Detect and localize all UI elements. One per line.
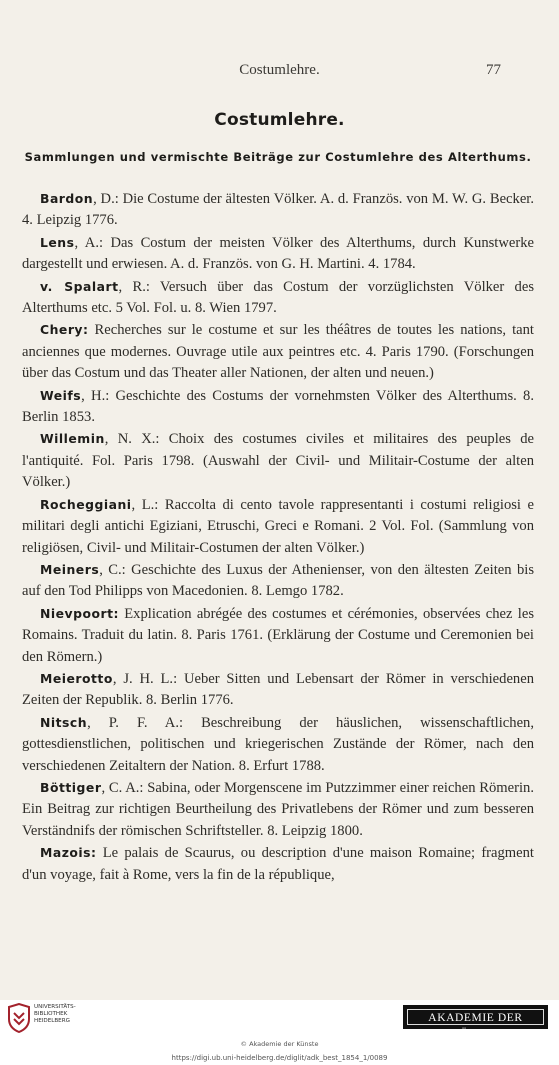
entry-author: Bardon	[40, 191, 94, 206]
entry-author: Willemin	[40, 431, 105, 447]
bibliography-list	[22, 188, 534, 886]
bibliography-entry	[22, 276, 534, 320]
bibliography-entry	[22, 319, 534, 384]
bibliography-entry	[22, 603, 534, 668]
library-logo-line: BIBLIOTHEK	[34, 1011, 68, 1017]
entry-author: Meierotto	[40, 670, 113, 686]
entry-author: Weifs	[40, 387, 82, 403]
source-url[interactable]: https://digi.ub.uni-heidelberg.de/diglit/adk_best_1854_1/0089	[171, 1054, 388, 1062]
bibliography-entry	[22, 712, 534, 777]
entry-text: , L.: Raccolta di cento tavole rappresentanti i costumi religiosi e militari degli antichi Egiziani, Etruschi, Greci e Romani. 2 Vol. Fol. (Sammlung von religiösen, Civil- und Militair-Costumen der alten Völker.)	[22, 496, 534, 556]
entry-author: Nitsch	[40, 714, 88, 730]
university-library-logo-icon[interactable]	[6, 1003, 32, 1033]
copyright-notice: © Akademie der Künste	[240, 1040, 319, 1048]
entry-author: Rocheggiani	[40, 496, 132, 512]
entry-text: , N. X.: Choix des costumes civiles et militaires des peuples de l'antiquité. Fol. Paris 1798. (Auswahl der Civil- und Militair-Costume der alten Völker.)	[22, 431, 534, 491]
section-heading: Sammlungen und vermischte Beiträge zur Costumlehre des Alterthums.	[24, 150, 532, 164]
university-library-label[interactable]	[34, 1004, 76, 1025]
entry-text: , C.: Geschichte des Luxus der Athenienser, von den ältesten Zeiten bis auf den Tod Philipps von Macedonien. 8. Lemgo 1782.	[22, 561, 534, 600]
library-logo-line: HEIDELBERG	[34, 1018, 70, 1024]
entry-text: , D.: Die Costume der ältesten Völker. A. d. Französ. von M. W. G. Becker. 4. Leipzig 1776.	[22, 191, 534, 229]
bibliography-entry	[22, 188, 534, 232]
bibliography-entry	[22, 385, 534, 429]
akademie-badge-label: AKADEMIE DER KÜNSTE	[407, 1009, 544, 1025]
entry-text: , J. H. L.: Ueber Sitten und Lebensart der Römer in verschiedenen Zeiten der Republik. 8. Berlin 1776.	[22, 670, 534, 709]
entry-text: Explication abrégée des costumes et cérémonies, observées chez les Romains. Traduit du latin. 8. Paris 1761. (Erklärung der Costume und Ceremonien bei den Römern.)	[22, 605, 534, 665]
entry-author: Böttiger	[40, 779, 102, 795]
page-number: 77	[486, 62, 501, 78]
entry-author: Mazois:	[40, 845, 97, 861]
bibliography-entry	[22, 668, 534, 712]
entry-text: , R.: Versuch über das Costum der vorzüglichsten Völker des Alterthums etc. 5 Vol. Fol. u. 8. Wien 1797.	[22, 278, 534, 317]
entry-author: v. Spalart	[40, 278, 119, 294]
library-logo-line: UNIVERSITÄTS-	[34, 1004, 76, 1010]
akademie-badge[interactable]	[403, 1005, 548, 1040]
entry-author: Lens	[40, 234, 75, 250]
bibliography-entry	[22, 232, 534, 276]
entry-author: Meiners	[40, 561, 100, 577]
entry-text: , C. A.: Sabina, oder Morgenscene im Putzzimmer einer reichen Römerin. Ein Beitrag zur richtigen Beurtheilung des Privatlebens der Römer und zum besseren Verständnifs der römischen Schriftsteller. 8. Leipzig 1800.	[22, 779, 534, 839]
running-header	[0, 62, 559, 82]
bibliography-entry	[22, 777, 534, 842]
bibliography-entry	[22, 842, 534, 886]
chapter-title: Costumlehre.	[214, 110, 345, 130]
entry-author: Chery:	[40, 322, 89, 338]
entry-text: Le palais de Scaurus, ou description d'une maison Romaine; fragment d'un voyage, fait à Rome, vers la fin de la république,	[22, 845, 534, 883]
running-title: Costumlehre.	[239, 62, 320, 78]
entry-text: , A.: Das Costum der meisten Völker des Alterthums, durch Kunstwerke dargestellt und erwiesen. A. d. Französ. von G. H. Martini. 4. 1784.	[22, 234, 534, 273]
entry-text: Recherches sur le costume et sur les théâtres de toutes les nations, tant anciennes que modernes. Ouvrage utile aux peintres etc. 4. Paris 1790. (Forschungen über das Costum und das Theater aller Nationen, der alten und neuen.)	[22, 322, 534, 382]
entry-text: , P. F. A.: Beschreibung der häuslichen, wissenschaftlichen, gottesdienstlichen, politischen und kriegerischen Zustände der Römer, nach den verschiedenen Zeitaltern der Nation. 8. Erfurt 1788.	[22, 714, 534, 774]
entry-text: , H.: Geschichte des Costums der vornehmsten Völker des Alterthums. 8. Berlin 1853.	[22, 387, 534, 426]
bibliography-entry	[22, 494, 534, 559]
entry-author: Nievpoort:	[40, 605, 119, 621]
bibliography-entry	[22, 559, 534, 603]
bibliography-entry	[22, 428, 534, 493]
